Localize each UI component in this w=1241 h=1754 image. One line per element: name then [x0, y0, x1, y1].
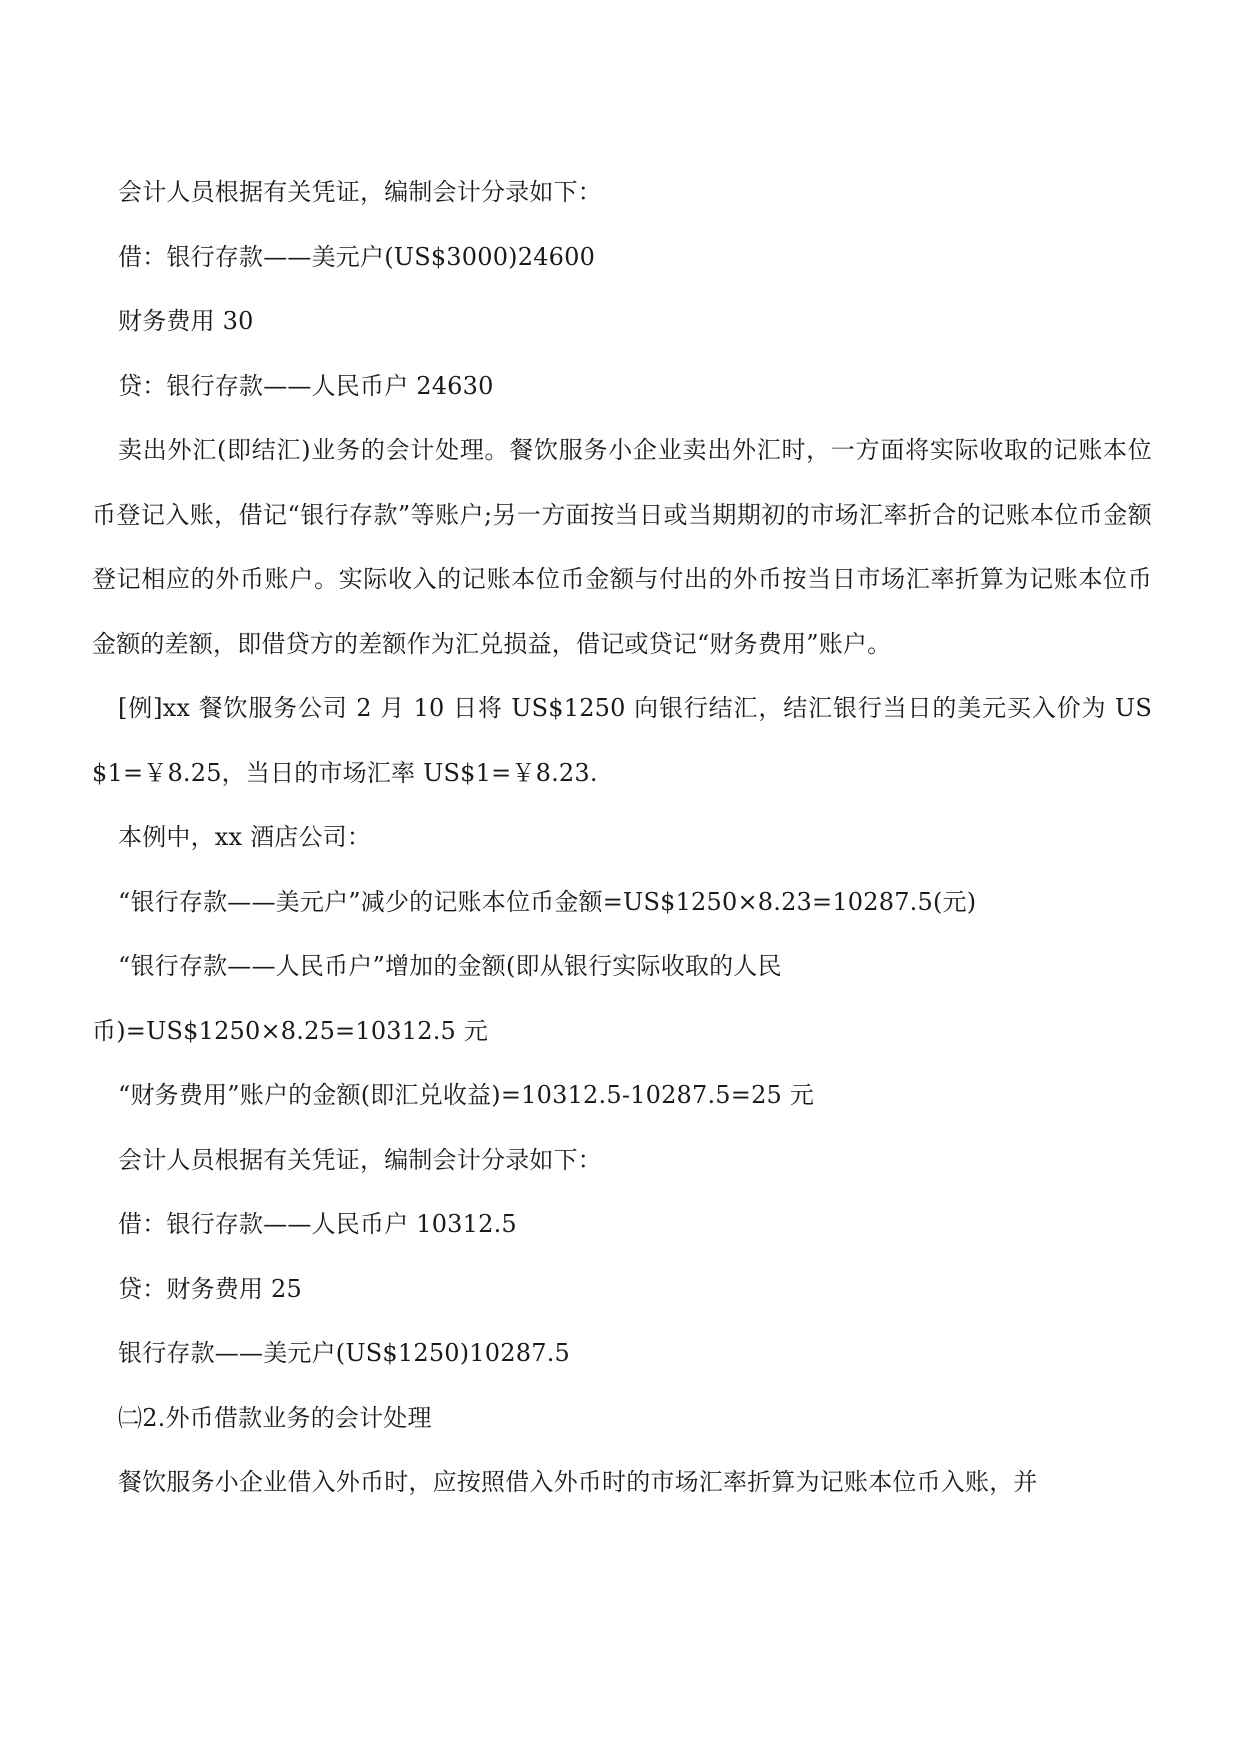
paragraph-credit-finance-expense: 贷：财务费用 25 [118, 1274, 302, 1303]
paragraph-rmb-increase: “银行存款——人民币户”增加的金额(即从银行实际收取的人民币)=US$1250×8.25=10312.5 元 [92, 952, 782, 1045]
paragraph-example-company: 本例中，xx 酒店公司： [118, 823, 372, 851]
paragraph-finance-expense-30: 财务费用 30 [118, 307, 254, 335]
paragraph-debit-rmb-account: 借：银行存款——人民币户 10312.5 [118, 1210, 517, 1238]
paragraph-usd-account-credit: 银行存款——美元户(US$1250)10287.5 [118, 1339, 570, 1367]
section-heading-foreign-loan: ㈡2.外币借款业务的会计处理 [118, 1403, 432, 1432]
paragraph-usd-decrease: “银行存款——美元户”减少的记账本位币金额=US$1250×8.23=10287.5(元) [118, 887, 977, 916]
document-body [92, 160, 1152, 1515]
paragraph-credit-rmb-account: 贷：银行存款——人民币户 24630 [118, 371, 494, 400]
paragraph-finance-expense-amount: “财务费用”账户的金额(即汇兑收益)=10312.5-10287.5=25 元 [118, 1081, 815, 1109]
paragraph-foreign-loan: 餐饮服务小企业借入外币时，应按照借入外币时的市场汇率折算为记账本位币入账，并 [118, 1468, 1038, 1496]
paragraph-journal-intro-1: 会计人员根据有关凭证，编制会计分录如下： [118, 178, 602, 206]
paragraph-example: [例]xx 餐饮服务公司 2 月 10 日将 US$1250 向银行结汇，结汇银行当日的美元买入价为 US$1=￥8.25，当日的市场汇率 US$1=￥8.23. [92, 694, 1152, 787]
paragraph-journal-intro-2: 会计人员根据有关凭证，编制会计分录如下： [118, 1145, 602, 1174]
paragraph-sell-foreign-exchange: 卖出外汇(即结汇)业务的会计处理。餐饮服务小企业卖出外汇时，一方面将实际收取的记账本位币登记入账，借记“银行存款”等账户;另一方面按当日或当期期初的市场汇率折合的记账本位币金额登记相应的外币账户。实际收入的记账本位币金额与付出的外币按当日市场汇率折算为记账本位币金额的差额，即借贷方的差额作为汇兑损益，借记或贷记“财务费用”账户。 [92, 436, 1152, 658]
paragraph-debit-usd-account: 借：银行存款——美元户(US$3000)24600 [118, 242, 596, 271]
